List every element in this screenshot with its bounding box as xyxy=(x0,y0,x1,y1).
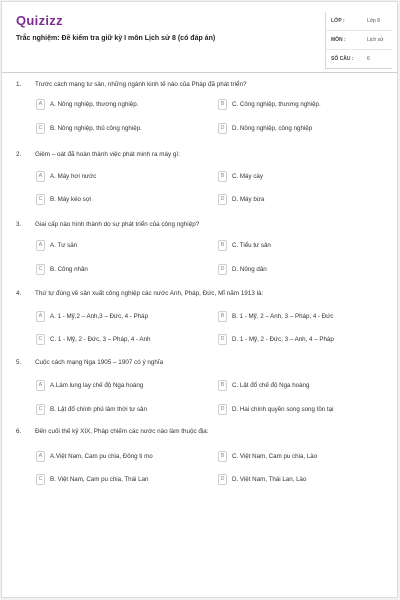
option-letter-box: C xyxy=(36,194,45,205)
question-text: Giêm – oát đã hoàn thành việc phát minh ra máy gì: xyxy=(35,151,180,158)
option-b[interactable] xyxy=(218,97,321,111)
worksheet-header xyxy=(2,2,397,72)
option-letter-box: D xyxy=(218,404,227,415)
option-d[interactable] xyxy=(218,192,264,206)
option-text: B. Công nhân xyxy=(50,265,88,273)
worksheet-title: Trắc nghiệm: Đề kiểm tra giữ kỳ I môn Lịch sử 8 (có đáp án) xyxy=(16,35,216,42)
option-text: C. Việt Nam, Cam pu chia, Lào xyxy=(232,452,318,460)
question-number: 3. xyxy=(16,221,22,228)
question-number: 5. xyxy=(16,359,22,366)
option-text: B. Việt Nam, Cam pu chia, Thái Lan xyxy=(50,475,149,483)
option-text: C. 1 - Mỹ, 2 - Đức, 3 – Pháp, 4 - Anh xyxy=(50,335,151,343)
option-a[interactable] xyxy=(36,238,77,252)
option-text: A. 1 - Mỹ,2 – Anh,3 – Đức, 4 - Pháp xyxy=(50,312,149,320)
option-text: D. Nông nghiệp, công nghiệp xyxy=(232,124,313,132)
worksheet-meta-table xyxy=(325,12,392,69)
option-b[interactable] xyxy=(218,238,271,252)
question-text: Giai cấp nào hình thành do sự phát triển của công nghiệp? xyxy=(35,221,200,228)
option-text: A. Tư sản xyxy=(50,241,78,249)
option-letter-box: B xyxy=(218,171,227,182)
option-letter-box: C xyxy=(36,474,45,485)
option-a[interactable] xyxy=(36,449,153,463)
option-letter-box: A xyxy=(36,240,45,251)
option-text: B. Lật đổ chính phủ lâm thời tư sản xyxy=(50,405,147,413)
option-letter-box: C xyxy=(36,404,45,415)
meta-label: SỐ CÂU : xyxy=(331,56,354,62)
option-text: B. Máy kéo sợi xyxy=(50,195,92,203)
option-b[interactable] xyxy=(218,169,263,183)
option-letter-box: C xyxy=(36,334,45,345)
option-text: A.Làm lung lay chế độ Nga hoàng xyxy=(50,381,144,389)
question-number: 6. xyxy=(16,428,22,435)
option-letter-box: D xyxy=(218,264,227,275)
question-text: Đến cuối thế kỷ XIX, Pháp chiếm các nước nào làm thuộc địa: xyxy=(35,428,209,435)
option-text: A. Máy hơi nước xyxy=(50,172,97,180)
option-letter-box: B xyxy=(218,311,227,322)
worksheet xyxy=(1,1,398,598)
meta-value: Lịch sử xyxy=(367,37,384,43)
meta-label: LỚP : xyxy=(331,18,345,24)
option-c[interactable] xyxy=(36,472,148,486)
option-text: D. Việt Nam, Thái Lan, Lào xyxy=(232,475,307,483)
option-c[interactable] xyxy=(36,332,150,346)
header-divider xyxy=(2,72,397,73)
option-c[interactable] xyxy=(36,121,142,135)
option-text: B. 1 - Mỹ, 2 – Anh, 3 – Pháp, 4 - Đức xyxy=(232,312,334,320)
option-a[interactable] xyxy=(36,309,148,323)
meta-row-question-count xyxy=(326,50,392,68)
question-number: 2. xyxy=(16,151,22,158)
option-letter-box: A xyxy=(36,311,45,322)
meta-label: MÔN : xyxy=(331,37,346,43)
meta-value: Lớp 8 xyxy=(367,18,381,24)
option-b[interactable] xyxy=(218,309,333,323)
meta-row-subject xyxy=(326,31,392,50)
option-d[interactable] xyxy=(218,472,306,486)
option-c[interactable] xyxy=(36,192,91,206)
option-letter-box: B xyxy=(218,240,227,251)
option-letter-box: D xyxy=(218,474,227,485)
option-text: A.Việt Nam, Cam pu chia, Đông ti mo xyxy=(50,452,153,460)
option-d[interactable] xyxy=(218,262,267,276)
option-letter-box: A xyxy=(36,451,45,462)
option-letter-box: C xyxy=(36,264,45,275)
option-letter-box: A xyxy=(36,99,45,110)
option-b[interactable] xyxy=(218,378,309,392)
question-text: Thứ tự đúng về sản xuất công nghiệp các nước Anh, Pháp, Đức, Mĩ năm 1913 là: xyxy=(35,290,264,297)
option-a[interactable] xyxy=(36,169,96,183)
option-letter-box: A xyxy=(36,380,45,391)
option-text: B. Nông nghiệp, thủ công nghiệp. xyxy=(50,124,142,132)
option-text: D. Hai chính quyền song song tồn tại xyxy=(232,405,334,413)
question-text: Cuộc cách mạng Nga 1905 – 1907 có ý nghĩa xyxy=(35,359,164,366)
option-letter-box: D xyxy=(218,334,227,345)
option-text: D. Nông dân xyxy=(232,265,267,273)
option-letter-box: C xyxy=(36,123,45,134)
option-letter-box: D xyxy=(218,123,227,134)
question-number: 1. xyxy=(16,81,22,88)
option-letter-box: A xyxy=(36,171,45,182)
option-text: D. 1 - Mỹ, 2 - Đức, 3 – Anh, 4 – Pháp xyxy=(232,335,334,343)
meta-row-class xyxy=(326,12,392,31)
option-text: A. Nông nghiệp, thương nghiệp. xyxy=(50,100,139,108)
meta-value: 6 xyxy=(367,56,370,62)
option-b[interactable] xyxy=(218,449,317,463)
quizizz-logo: Quizizz xyxy=(16,13,63,28)
question-text: Trước cách mạng tư sản, những ngành kinh tế nào của Pháp đã phát triển? xyxy=(35,81,247,88)
option-text: C. Lật đổ chế độ Nga hoàng xyxy=(232,381,310,389)
option-d[interactable] xyxy=(218,332,334,346)
option-letter-box: B xyxy=(218,451,227,462)
option-text: C. Công nghiệp, thương nghiệp. xyxy=(232,100,321,108)
option-a[interactable] xyxy=(36,378,143,392)
option-c[interactable] xyxy=(36,402,147,416)
option-text: D. Máy bừa xyxy=(232,195,265,203)
option-d[interactable] xyxy=(218,121,312,135)
option-text: C. Tiểu tư sản xyxy=(232,241,271,249)
option-text: C. Máy cày xyxy=(232,172,263,180)
option-letter-box: B xyxy=(218,99,227,110)
option-a[interactable] xyxy=(36,97,138,111)
question-number: 4. xyxy=(16,290,22,297)
option-c[interactable] xyxy=(36,262,88,276)
option-d[interactable] xyxy=(218,402,333,416)
option-letter-box: D xyxy=(218,194,227,205)
option-letter-box: B xyxy=(218,380,227,391)
